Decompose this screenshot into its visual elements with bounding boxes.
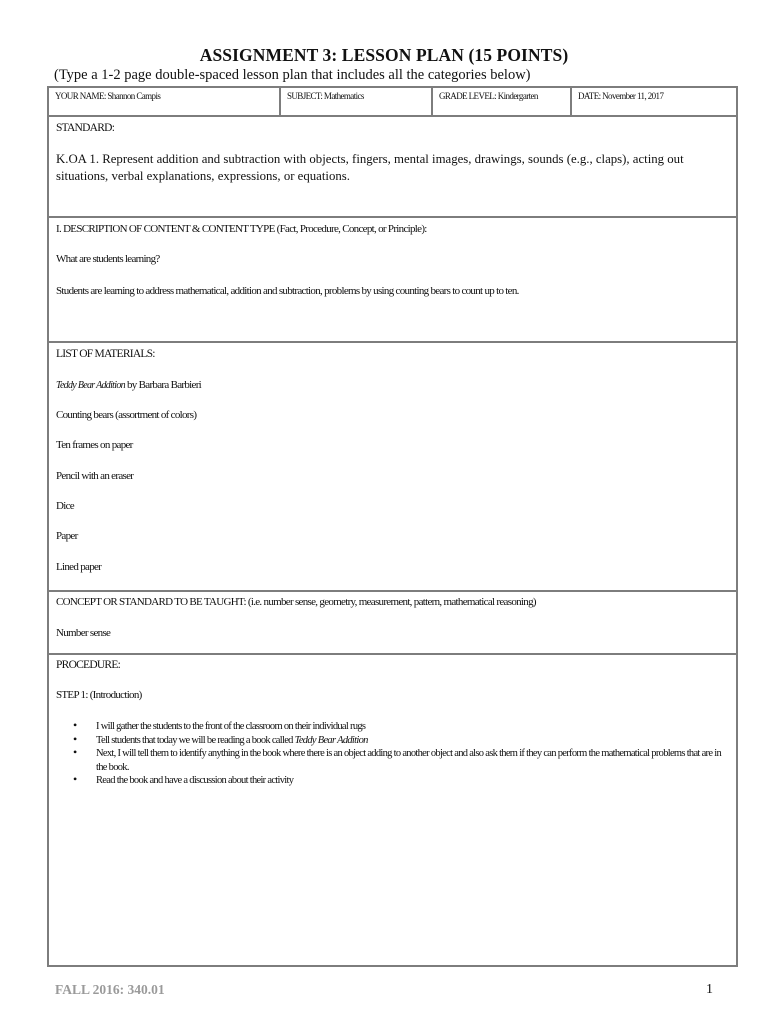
list-item (69, 734, 729, 748)
description-answer: Students are learning to address mathematical, addition and subtraction, problems by using counting bears to count up to ten. (56, 285, 519, 297)
list-item (69, 747, 729, 774)
bullet-text: Next, I will tell them to identify anything in the book where there is an object adding to another object and also ask them if they can perform the mathematical problems that are in the book. (96, 748, 721, 773)
materials-label: LIST OF MATERIALS: (56, 348, 155, 360)
bullet-text: Tell students that today we will be reading a book called (96, 734, 295, 746)
material-item: Lined paper (56, 561, 102, 573)
material-book (56, 379, 201, 391)
procedure-step: STEP 1: (Introduction) (56, 689, 142, 701)
date-cell (570, 86, 738, 117)
procedure-list (69, 720, 729, 788)
procedure-label: PROCEDURE: (56, 659, 121, 671)
procedure-section (47, 653, 738, 967)
materials-section (47, 341, 738, 592)
bullet-text: Read the book and have a discussion about their activity (96, 775, 294, 786)
description-label: I. DESCRIPTION OF CONTENT & CONTENT TYPE (Fact, Procedure, Concept, or Principle): (56, 223, 427, 235)
page-number: 1 (706, 982, 713, 997)
standard-label: STANDARD: (56, 122, 115, 134)
bullet-text: I will gather the students to the front of the classroom on their individual rugs (96, 721, 366, 732)
date-text: DATE: November 11, 2017 (578, 91, 664, 101)
book-title: Teddy Bear Addition (56, 380, 125, 391)
concept-label: CONCEPT OR STANDARD TO BE TAUGHT: (i.e. number sense, geometry, measurement, pattern, mathematical reasoning) (56, 596, 536, 608)
grade-text: GRADE LEVEL: Kindergarten (439, 91, 538, 101)
name-text: YOUR NAME: Shannon Campis (55, 91, 161, 101)
subject-text: SUBJECT: Mathematics (287, 91, 364, 101)
standard-text: K.OA 1. Represent addition and subtraction with objects, fingers, mental images, drawings, sounds (e.g., claps), acting out situations, verbal explanations, expressions, or equations. (56, 152, 684, 183)
list-item (69, 774, 729, 788)
page-subtitle: (Type a 1-2 page double-spaced lesson plan that includes all the categories below) (54, 67, 531, 83)
page-title: ASSIGNMENT 3: LESSON PLAN (15 POINTS) (199, 45, 569, 65)
description-section (47, 216, 738, 343)
name-cell (47, 86, 281, 117)
list-item (69, 720, 729, 734)
concept-section (47, 590, 738, 655)
footer-course: FALL 2016: 340.01 (55, 982, 165, 997)
material-item: Pencil with an eraser (56, 470, 134, 482)
description-question: What are students learning? (56, 253, 160, 265)
grade-cell (431, 86, 572, 117)
book-author: by Barbara Barbieri (124, 379, 202, 391)
material-item: Paper (56, 530, 78, 542)
standard-section (47, 115, 738, 218)
material-item: Counting bears (assortment of colors) (56, 409, 197, 421)
concept-value: Number sense (56, 627, 111, 639)
material-item: Ten frames on paper (56, 439, 133, 451)
book-title: Teddy Bear Addition (294, 734, 368, 746)
material-item: Dice (56, 500, 74, 512)
subject-cell (279, 86, 433, 117)
